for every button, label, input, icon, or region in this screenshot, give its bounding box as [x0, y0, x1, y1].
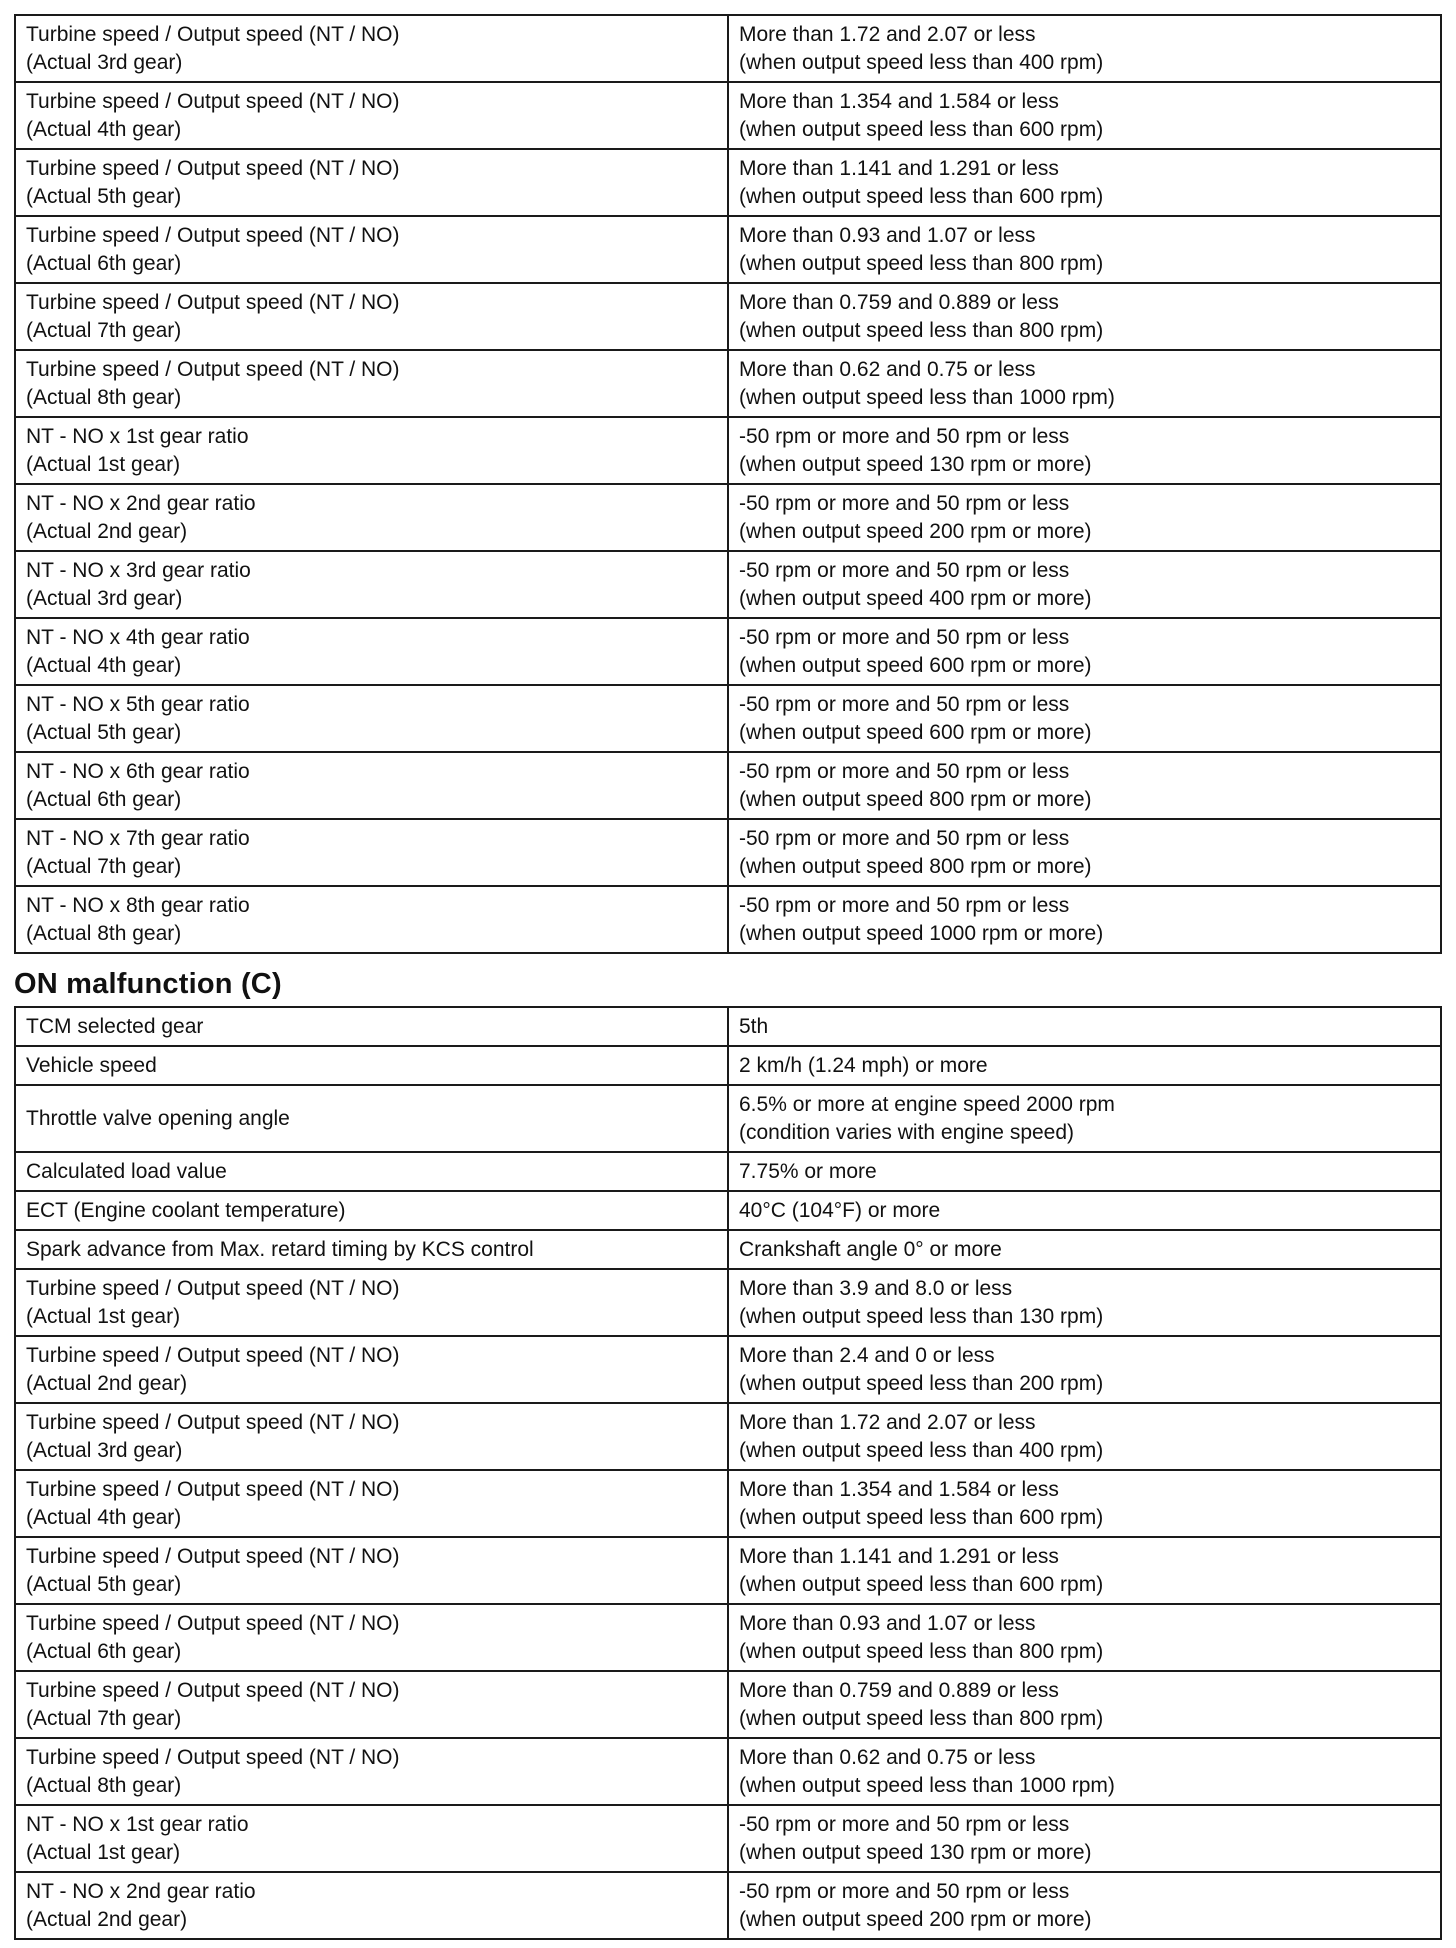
condition-item-cell: NT - NO x 1st gear ratio (Actual 1st gear): [15, 417, 728, 484]
condition-item-cell: NT - NO x 5th gear ratio (Actual 5th gear): [15, 685, 728, 752]
condition-item-cell: Vehicle speed: [15, 1046, 728, 1085]
table-row: [15, 1738, 1441, 1805]
condition-value-cell: 2 km/h (1.24 mph) or more: [728, 1046, 1441, 1085]
table-row: [15, 1269, 1441, 1336]
condition-value-cell: 40°C (104°F) or more: [728, 1191, 1441, 1230]
condition-item-cell: Turbine speed / Output speed (NT / NO) (Actual 3rd gear): [15, 15, 728, 82]
condition-item-cell: Calculated load value: [15, 1152, 728, 1191]
condition-item-cell: Turbine speed / Output speed (NT / NO) (Actual 7th gear): [15, 283, 728, 350]
table-row: [15, 752, 1441, 819]
table-row: [15, 216, 1441, 283]
condition-value-cell: More than 1.72 and 2.07 or less (when output speed less than 400 rpm): [728, 15, 1441, 82]
table-row: [15, 1403, 1441, 1470]
condition-item-cell: Turbine speed / Output speed (NT / NO) (Actual 3rd gear): [15, 1403, 728, 1470]
table-row: [15, 1152, 1441, 1191]
condition-value-cell: More than 0.93 and 1.07 or less (when output speed less than 800 rpm): [728, 1604, 1441, 1671]
condition-value-cell: -50 rpm or more and 50 rpm or less (when output speed 1000 rpm or more): [728, 886, 1441, 953]
condition-value-cell: -50 rpm or more and 50 rpm or less (when output speed 200 rpm or more): [728, 484, 1441, 551]
condition-item-cell: Turbine speed / Output speed (NT / NO) (Actual 7th gear): [15, 1671, 728, 1738]
condition-item-cell: Turbine speed / Output speed (NT / NO) (Actual 6th gear): [15, 216, 728, 283]
condition-value-cell: More than 2.4 and 0 or less (when output speed less than 200 rpm): [728, 1336, 1441, 1403]
condition-item-cell: NT - NO x 2nd gear ratio (Actual 2nd gear): [15, 484, 728, 551]
condition-item-cell: Throttle valve opening angle: [15, 1085, 728, 1152]
condition-value-cell: More than 0.62 and 0.75 or less (when output speed less than 1000 rpm): [728, 1738, 1441, 1805]
table-row: [15, 618, 1441, 685]
condition-item-cell: Turbine speed / Output speed (NT / NO) (Actual 8th gear): [15, 350, 728, 417]
section-heading-on-malfunction-c: ON malfunction (C): [14, 968, 282, 1000]
on-malfunction-c-table: [14, 1006, 1442, 1940]
table-row: [15, 1604, 1441, 1671]
table-row: [15, 1671, 1441, 1738]
condition-value-cell: More than 1.141 and 1.291 or less (when output speed less than 600 rpm): [728, 1537, 1441, 1604]
table-row: [15, 82, 1441, 149]
table-row: [15, 1805, 1441, 1872]
condition-item-cell: Turbine speed / Output speed (NT / NO) (Actual 4th gear): [15, 82, 728, 149]
condition-item-cell: NT - NO x 2nd gear ratio (Actual 2nd gear): [15, 1872, 728, 1939]
on-malfunction-c-table-body: [15, 1007, 1441, 1939]
table-row: [15, 484, 1441, 551]
condition-value-cell: -50 rpm or more and 50 rpm or less (when output speed 200 rpm or more): [728, 1872, 1441, 1939]
condition-value-cell: More than 0.759 and 0.889 or less (when output speed less than 800 rpm): [728, 283, 1441, 350]
condition-value-cell: -50 rpm or more and 50 rpm or less (when output speed 600 rpm or more): [728, 618, 1441, 685]
condition-table-continued-body: [15, 15, 1441, 953]
table-row: [15, 350, 1441, 417]
table-row: [15, 1872, 1441, 1939]
table-row: [15, 15, 1441, 82]
condition-item-cell: Turbine speed / Output speed (NT / NO) (Actual 2nd gear): [15, 1336, 728, 1403]
condition-item-cell: NT - NO x 6th gear ratio (Actual 6th gear): [15, 752, 728, 819]
condition-item-cell: NT - NO x 3rd gear ratio (Actual 3rd gear): [15, 551, 728, 618]
table-row: [15, 1085, 1441, 1152]
table-row: [15, 1537, 1441, 1604]
condition-item-cell: Turbine speed / Output speed (NT / NO) (Actual 8th gear): [15, 1738, 728, 1805]
condition-value-cell: More than 1.354 and 1.584 or less (when output speed less than 600 rpm): [728, 82, 1441, 149]
condition-item-cell: Turbine speed / Output speed (NT / NO) (Actual 4th gear): [15, 1470, 728, 1537]
condition-item-cell: TCM selected gear: [15, 1007, 728, 1046]
condition-table-continued: [14, 14, 1442, 954]
condition-item-cell: Turbine speed / Output speed (NT / NO) (Actual 5th gear): [15, 1537, 728, 1604]
condition-value-cell: -50 rpm or more and 50 rpm or less (when output speed 130 rpm or more): [728, 1805, 1441, 1872]
condition-value-cell: -50 rpm or more and 50 rpm or less (when output speed 400 rpm or more): [728, 551, 1441, 618]
table-row: [15, 1191, 1441, 1230]
condition-item-cell: NT - NO x 1st gear ratio (Actual 1st gear): [15, 1805, 728, 1872]
condition-value-cell: 6.5% or more at engine speed 2000 rpm (condition varies with engine speed): [728, 1085, 1441, 1152]
condition-value-cell: More than 1.354 and 1.584 or less (when output speed less than 600 rpm): [728, 1470, 1441, 1537]
condition-item-cell: Turbine speed / Output speed (NT / NO) (Actual 5th gear): [15, 149, 728, 216]
condition-value-cell: -50 rpm or more and 50 rpm or less (when output speed 800 rpm or more): [728, 819, 1441, 886]
condition-value-cell: Crankshaft angle 0° or more: [728, 1230, 1441, 1269]
condition-item-cell: NT - NO x 8th gear ratio (Actual 8th gear): [15, 886, 728, 953]
condition-value-cell: -50 rpm or more and 50 rpm or less (when output speed 130 rpm or more): [728, 417, 1441, 484]
table-row: [15, 1007, 1441, 1046]
condition-value-cell: More than 0.93 and 1.07 or less (when output speed less than 800 rpm): [728, 216, 1441, 283]
condition-value-cell: More than 1.141 and 1.291 or less (when output speed less than 600 rpm): [728, 149, 1441, 216]
table-row: [15, 551, 1441, 618]
table-row: [15, 819, 1441, 886]
condition-item-cell: Turbine speed / Output speed (NT / NO) (Actual 6th gear): [15, 1604, 728, 1671]
table-row: [15, 283, 1441, 350]
table-row: [15, 1336, 1441, 1403]
condition-item-cell: Spark advance from Max. retard timing by KCS control: [15, 1230, 728, 1269]
table-row: [15, 1230, 1441, 1269]
condition-value-cell: -50 rpm or more and 50 rpm or less (when output speed 800 rpm or more): [728, 752, 1441, 819]
condition-value-cell: More than 0.62 and 0.75 or less (when output speed less than 1000 rpm): [728, 350, 1441, 417]
condition-item-cell: NT - NO x 4th gear ratio (Actual 4th gear): [15, 618, 728, 685]
condition-value-cell: More than 1.72 and 2.07 or less (when output speed less than 400 rpm): [728, 1403, 1441, 1470]
condition-value-cell: 5th: [728, 1007, 1441, 1046]
table-row: [15, 149, 1441, 216]
document-page: [14, 14, 1440, 1940]
table-row: [15, 1470, 1441, 1537]
condition-item-cell: ECT (Engine coolant temperature): [15, 1191, 728, 1230]
condition-item-cell: NT - NO x 7th gear ratio (Actual 7th gear): [15, 819, 728, 886]
condition-value-cell: 7.75% or more: [728, 1152, 1441, 1191]
table-row: [15, 886, 1441, 953]
condition-value-cell: -50 rpm or more and 50 rpm or less (when output speed 600 rpm or more): [728, 685, 1441, 752]
table-row: [15, 1046, 1441, 1085]
condition-value-cell: More than 0.759 and 0.889 or less (when output speed less than 800 rpm): [728, 1671, 1441, 1738]
condition-value-cell: More than 3.9 and 8.0 or less (when output speed less than 130 rpm): [728, 1269, 1441, 1336]
table-row: [15, 685, 1441, 752]
condition-item-cell: Turbine speed / Output speed (NT / NO) (Actual 1st gear): [15, 1269, 728, 1336]
table-row: [15, 417, 1441, 484]
